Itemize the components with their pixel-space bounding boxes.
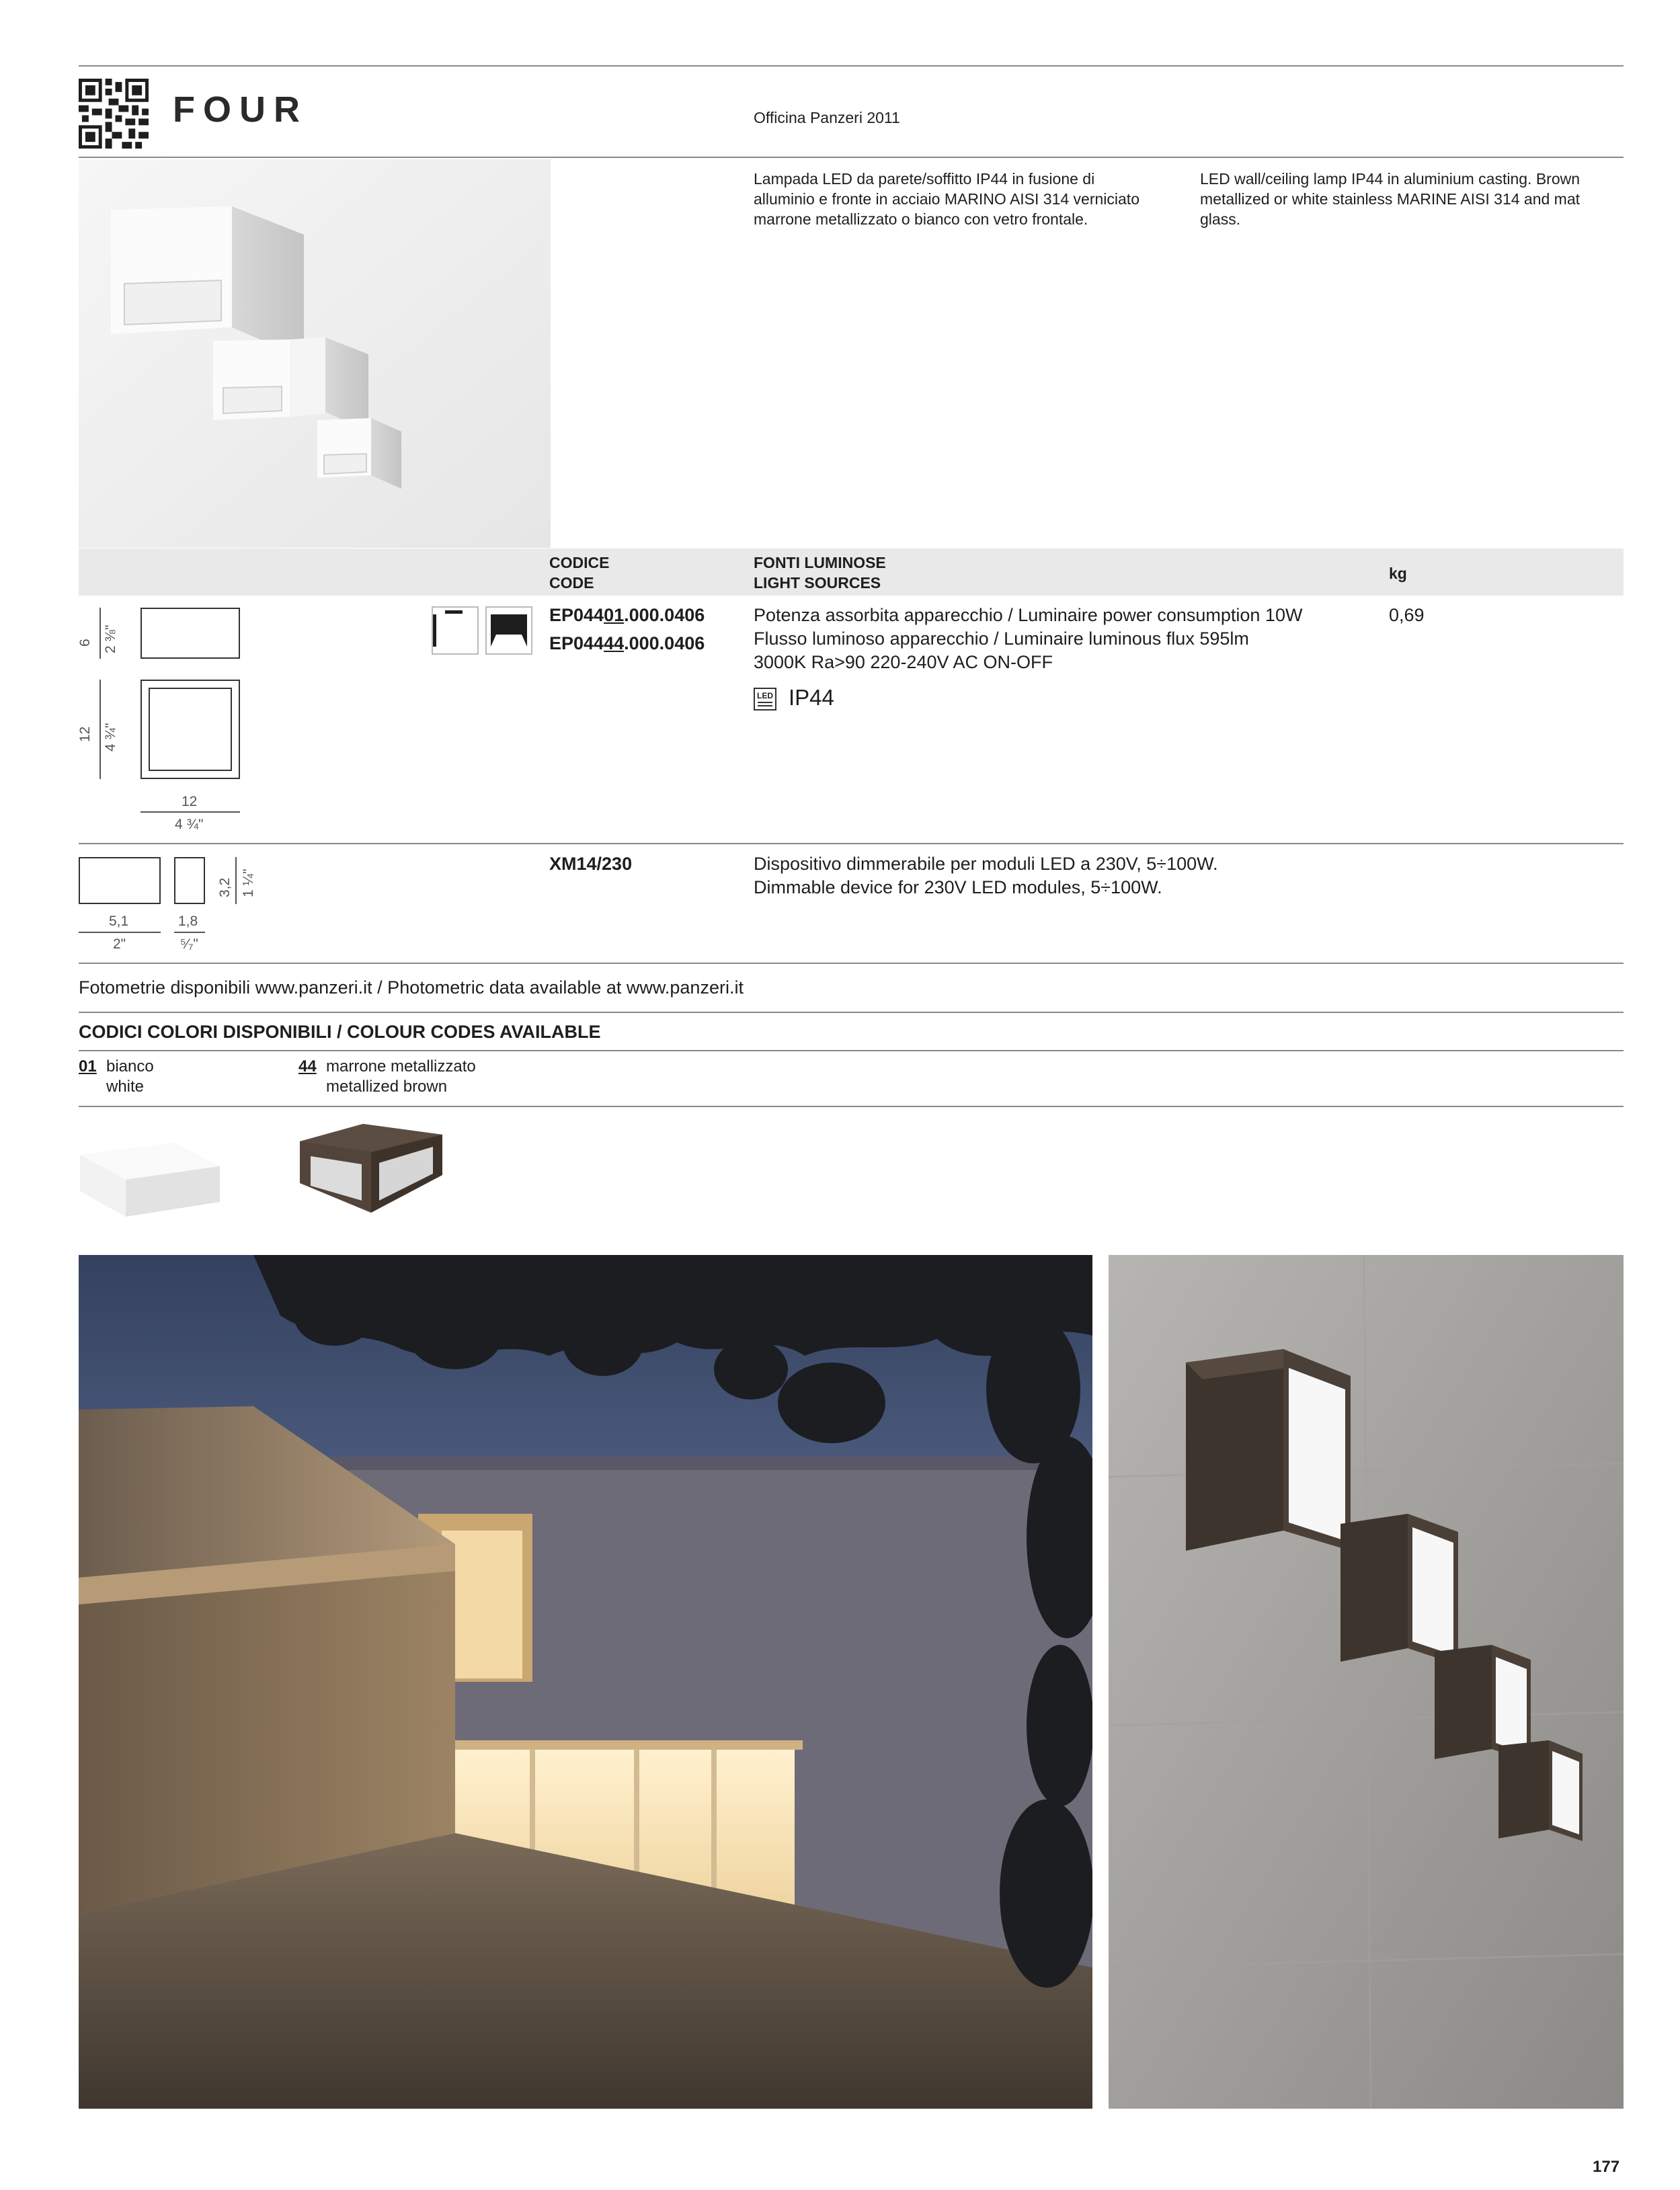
dim-line-acc-w2 bbox=[174, 932, 205, 933]
accessory-code[interactable]: XM14/230 bbox=[549, 854, 633, 874]
dim-w-cm: 12 bbox=[182, 794, 198, 809]
product-code-brown[interactable]: EP04444.000.0406 bbox=[549, 633, 705, 653]
colour-codes-title: CODICI COLORI DISPONIBILI / COLOUR CODES AVAILABLE bbox=[79, 1022, 601, 1042]
light-source-specs: Potenza assorbita apparecchio / Luminaire power consumption 10W Flusso luminoso apparecchio / Luminaire luminous flux 595lm 3000K Ra>90 220-240V AC ON-OFF bbox=[754, 605, 1303, 672]
product-title: FOUR bbox=[173, 89, 308, 130]
wall-lamps-photo bbox=[1109, 1255, 1624, 2109]
qr-code-icon bbox=[79, 79, 149, 149]
dim-h1-cm: 6 bbox=[77, 639, 93, 647]
row-rule-2 bbox=[79, 963, 1624, 964]
white-lamp-swatch bbox=[79, 1116, 227, 1223]
description-italian: Lampada LED da parete/soffitto IP44 in fusione di alluminio e fronte in acciaio MARINO AISI 314 verniciato marrone metallizzato o bianco con vetro frontale. bbox=[754, 170, 1139, 228]
header-rule bbox=[79, 157, 1624, 158]
dim-acc-w1-in: 2" bbox=[113, 936, 126, 952]
product-weight: 0,69 bbox=[1389, 605, 1425, 625]
code-header: CODICE CODE bbox=[549, 554, 610, 592]
accessory-side-drawing bbox=[174, 857, 205, 904]
side-view-drawing bbox=[141, 608, 240, 659]
colour-code-brown: 44 bbox=[298, 1057, 317, 1076]
dim-h2-cm: 12 bbox=[77, 726, 93, 742]
brown-lamp-swatch bbox=[296, 1121, 450, 1215]
row-rule-1 bbox=[79, 843, 1624, 844]
dim-acc-w2-cm: 1,8 bbox=[178, 914, 198, 929]
led-icon: LED bbox=[754, 688, 776, 711]
weight-header: kg bbox=[1389, 565, 1407, 582]
dim-w-in: 4 ¾" bbox=[175, 817, 204, 832]
accessory-description: Dispositivo dimmerabile per moduli LED a 230V, 5÷100W. Dimmable device for 230V LED modules, 5÷100W. bbox=[754, 854, 1218, 897]
dim-acc-h-in: 1 ¼" bbox=[241, 868, 256, 897]
dim-line-w bbox=[141, 811, 240, 813]
ip-rating: IP44 bbox=[789, 685, 834, 710]
dim-h2-in: 4 ¾" bbox=[103, 723, 118, 752]
description-english: LED wall/ceiling lamp IP44 in aluminium casting. Brown metallized or white stainless MARINE AISI 314 and mat glass. bbox=[1200, 170, 1581, 228]
ceiling-mount-icon bbox=[485, 606, 532, 655]
photometric-note[interactable]: Fotometrie disponibili www.panzeri.it / Photometric data available at www.panzeri.it bbox=[79, 977, 744, 998]
dim-line-h2 bbox=[99, 680, 101, 779]
top-rule bbox=[79, 65, 1624, 67]
product-photo bbox=[79, 159, 551, 548]
colour-name-brown: marrone metallizzato metallized brown bbox=[326, 1057, 476, 1096]
product-code-white[interactable]: EP04401.000.0406 bbox=[549, 605, 705, 625]
dim-acc-h-cm: 3,2 bbox=[217, 877, 233, 897]
dim-h1-in: 2 ⅜" bbox=[103, 624, 118, 653]
wall-mount-icon bbox=[432, 606, 479, 655]
dim-acc-w1-cm: 5,1 bbox=[109, 914, 129, 929]
colour-code-white: 01 bbox=[79, 1057, 97, 1076]
dim-line-acc-w1 bbox=[79, 932, 161, 933]
colour-name-white: bianco white bbox=[106, 1057, 154, 1096]
dim-line-h1 bbox=[99, 608, 101, 659]
dim-line-acc-h bbox=[235, 857, 237, 904]
page-number: 177 bbox=[1593, 2158, 1620, 2176]
row-rule-3 bbox=[79, 1012, 1624, 1013]
front-view-drawing bbox=[141, 680, 240, 779]
row-rule-5 bbox=[79, 1106, 1624, 1107]
dim-acc-w2-in: ⁵⁄₇" bbox=[180, 936, 198, 952]
designer-credit: Officina Panzeri 2011 bbox=[754, 109, 900, 126]
row-rule-4 bbox=[79, 1050, 1624, 1051]
architecture-night-photo bbox=[79, 1255, 1092, 2109]
accessory-front-drawing bbox=[79, 857, 161, 904]
light-sources-header: FONTI LUMINOSE LIGHT SOURCES bbox=[754, 554, 886, 592]
